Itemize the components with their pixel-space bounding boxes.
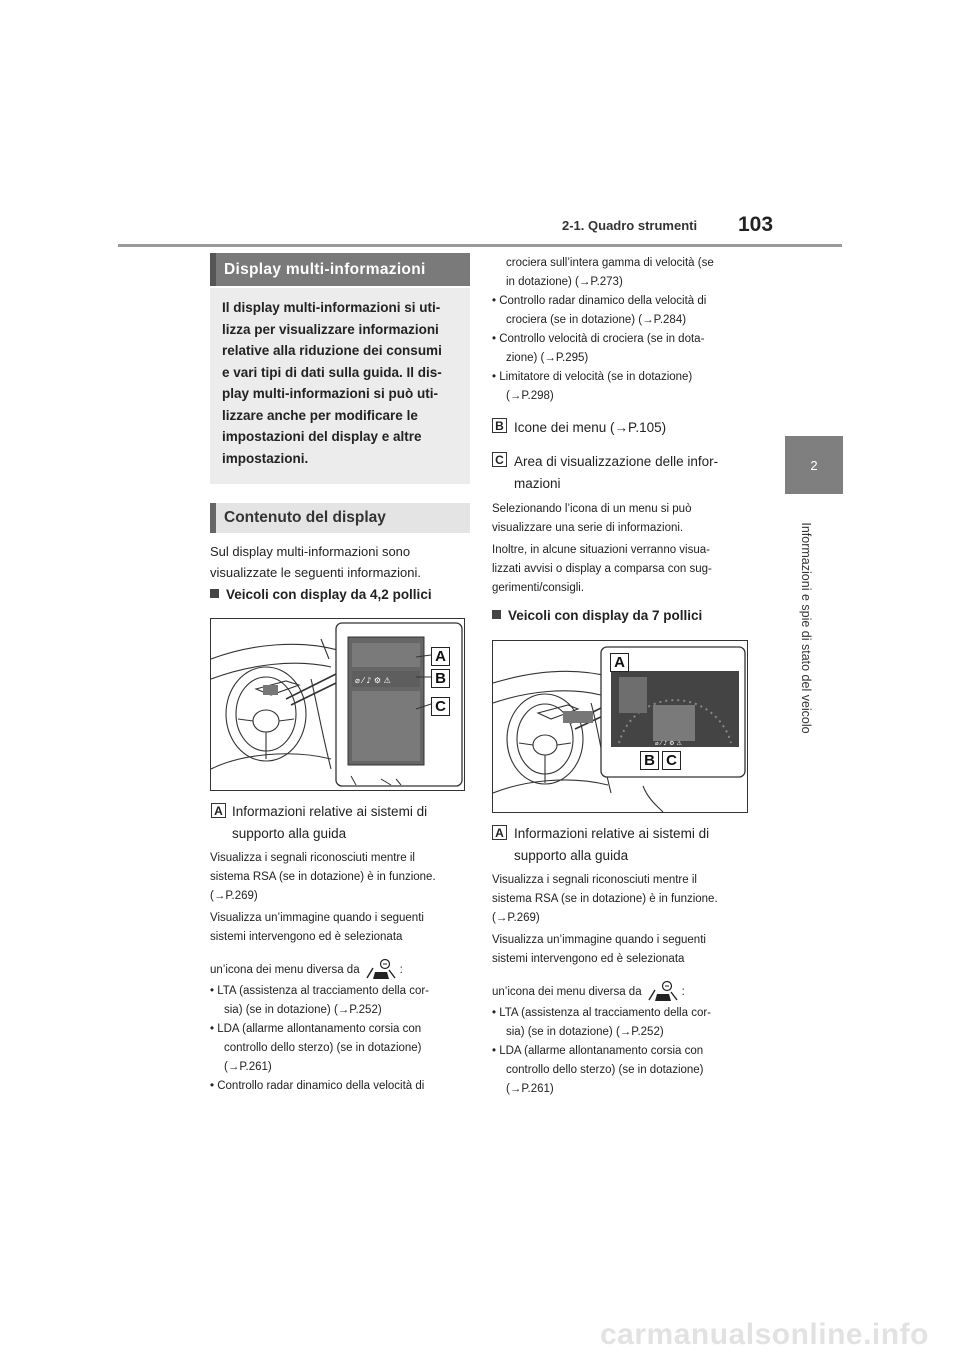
sub-heading-42: Veicoli con display da 4,2 pollici: [210, 587, 432, 602]
callout-a: A: [431, 647, 450, 666]
contenuto-intro: [210, 541, 470, 583]
text-colon: :: [681, 985, 685, 998]
bullet-item: (→P.298): [506, 390, 554, 402]
text-line: gerimenti/consigli.: [492, 582, 585, 594]
section-heading-display: [210, 253, 470, 286]
text-line: supporto alla guida: [514, 848, 629, 863]
intro-line: e vari tipi di dati sulla guida. Il dis-: [222, 364, 442, 380]
bullets-42: [210, 982, 472, 1096]
intro-line: Il display multi-informazioni si uti-: [222, 300, 441, 315]
text-line: Informazioni relative ai sistemi di: [514, 826, 710, 841]
bullet-item: crociera (se in dotazione) (→P.284): [506, 314, 687, 326]
text-line: sistemi intervengono ed è selezionata: [210, 931, 403, 943]
section-heading-text: Contenuto del display: [224, 509, 386, 526]
icon-line-7: [492, 980, 754, 1004]
intro-line: lizzare anche per modificare le: [222, 407, 418, 423]
text-line: Visualizza i segnali riconosciuti mentre il: [210, 852, 415, 864]
continued-bullets: [492, 254, 754, 406]
text-line: mazioni: [514, 476, 561, 491]
label-a-text: [514, 823, 754, 867]
text-line: Visualizza un’immagine quando i seguenti: [210, 912, 424, 924]
text-line: lizzati avvisi o display a comparsa con sug-: [492, 563, 712, 575]
text-line: sistema RSA (se in dotazione) è in funzione.: [492, 893, 718, 905]
label-c-text: [514, 451, 754, 495]
c-description: [492, 500, 754, 598]
bullet-item: • LTA (assistenza al tracciamento della cor-: [492, 1007, 711, 1019]
bullet-item: in dotazione) (→P.273): [506, 276, 623, 288]
label-a-box: A: [211, 803, 226, 818]
car-menu-icon: [646, 980, 680, 1004]
icon-line-42: [210, 958, 472, 982]
text-colon: :: [399, 963, 403, 976]
text-line: Area di visualizzazione delle infor-: [514, 454, 719, 469]
text-line: Sul display multi-informazioni sono: [210, 544, 411, 559]
svg-text:⌀ ⁄ ♪ ⚙ ⚠: ⌀ ⁄ ♪ ⚙ ⚠: [655, 740, 682, 747]
label-a-text: [232, 801, 472, 845]
description-42: [210, 849, 472, 947]
callout-b: B: [640, 751, 659, 770]
watermark-text: carmanualsonline.info: [600, 1318, 929, 1351]
bullet-item: controllo dello sterzo) (se in dotazione): [506, 1064, 704, 1076]
intro-line: impostazioni.: [222, 450, 309, 466]
text-line: un’icona dei menu diversa da: [492, 985, 642, 998]
bullet-item: (→P.261): [224, 1061, 272, 1073]
intro-box: [210, 288, 470, 484]
intro-line: relative alla riduzione dei consumi: [222, 343, 442, 358]
text-line: visualizzate le seguenti informazioni.: [210, 565, 421, 580]
description-7: [492, 871, 754, 969]
text-line: Selezionando l’icona di un menu si può: [492, 503, 692, 515]
text-line: Visualizza un’immagine quando i seguenti: [492, 934, 706, 946]
intro-line: play multi-informazioni si può uti-: [222, 386, 438, 401]
sub-heading-7: Veicoli con display da 7 pollici: [492, 608, 702, 623]
text-line: Informazioni relative ai sistemi di: [232, 804, 428, 819]
section-heading-contenuto: [210, 503, 470, 533]
label-b-box: B: [492, 418, 507, 433]
section-title: 2-1. Quadro strumenti: [562, 218, 698, 233]
callout-c: C: [662, 751, 681, 770]
section-heading-text: Display multi-informazioni: [224, 260, 426, 278]
callout-b: B: [431, 669, 450, 688]
label-c-box: C: [492, 452, 507, 467]
text-line: visualizzare una serie di informazioni.: [492, 522, 684, 534]
bullet-item: • Controllo radar dinamico della velocità di: [210, 1080, 425, 1092]
chapter-title-vertical: [798, 505, 814, 750]
bullet-item: • LDA (allarme allontanamento corsia con: [210, 1023, 422, 1035]
text-line: (→P.269): [492, 912, 540, 924]
bullet-item: (→P.261): [506, 1083, 554, 1095]
bullet-item: crociera sull’intera gamma di velocità (se: [506, 257, 714, 269]
bullet-item: • Controllo velocità di crociera (se in dota-: [492, 333, 705, 345]
text-line: Inoltre, in alcune situazioni verranno visua-: [492, 544, 710, 556]
intro-line: lizza per visualizzare informazioni: [222, 321, 439, 337]
bullet-item: zione) (→P.295): [506, 352, 589, 364]
bullet-item: • LTA (assistenza al tracciamento della cor-: [210, 985, 429, 997]
bullet-item: controllo dello sterzo) (se in dotazione): [224, 1042, 422, 1054]
page-number: 103: [738, 213, 774, 236]
text-line: sistemi intervengono ed è selezionata: [492, 953, 685, 965]
figure-7-inch: [492, 640, 748, 813]
bullet-item: • LDA (allarme allontanamento corsia con: [492, 1045, 704, 1057]
bullets-7: [492, 1004, 754, 1099]
callout-c: C: [431, 697, 450, 716]
text-line: sistema RSA (se in dotazione) è in funzione.: [210, 871, 436, 883]
text-line: Visualizza i segnali riconosciuti mentre il: [492, 874, 697, 886]
car-menu-icon: [364, 958, 398, 982]
text-line: supporto alla guida: [232, 826, 347, 841]
text-line: un’icona dei menu diversa da: [210, 963, 360, 976]
bullet-item: sia) (se in dotazione) (→P.252): [224, 1004, 382, 1016]
chapter-title: Informazioni e spie di stato del veicolo: [799, 521, 813, 734]
bullet-item: sia) (se in dotazione) (→P.252): [506, 1026, 664, 1038]
callout-a: A: [610, 653, 629, 672]
text-line: (→P.269): [210, 890, 258, 902]
header-rule: [118, 244, 842, 247]
chapter-tab[interactable]: 2: [785, 436, 843, 494]
label-b-text: Icone dei menu (→P.105): [514, 420, 667, 435]
figure-42-inch: [210, 618, 465, 791]
dashboard-illustration-42: [211, 619, 464, 790]
intro-line: impostazioni del display e altre: [222, 429, 422, 444]
svg-text:⌀ ⁄ ♪ ⚙ ⚠: ⌀ ⁄ ♪ ⚙ ⚠: [355, 676, 391, 685]
bullet-item: • Controllo radar dinamico della velocità di: [492, 295, 707, 307]
label-a-box: A: [492, 825, 507, 840]
bullet-item: • Limitatore di velocità (se in dotazione): [492, 371, 693, 383]
